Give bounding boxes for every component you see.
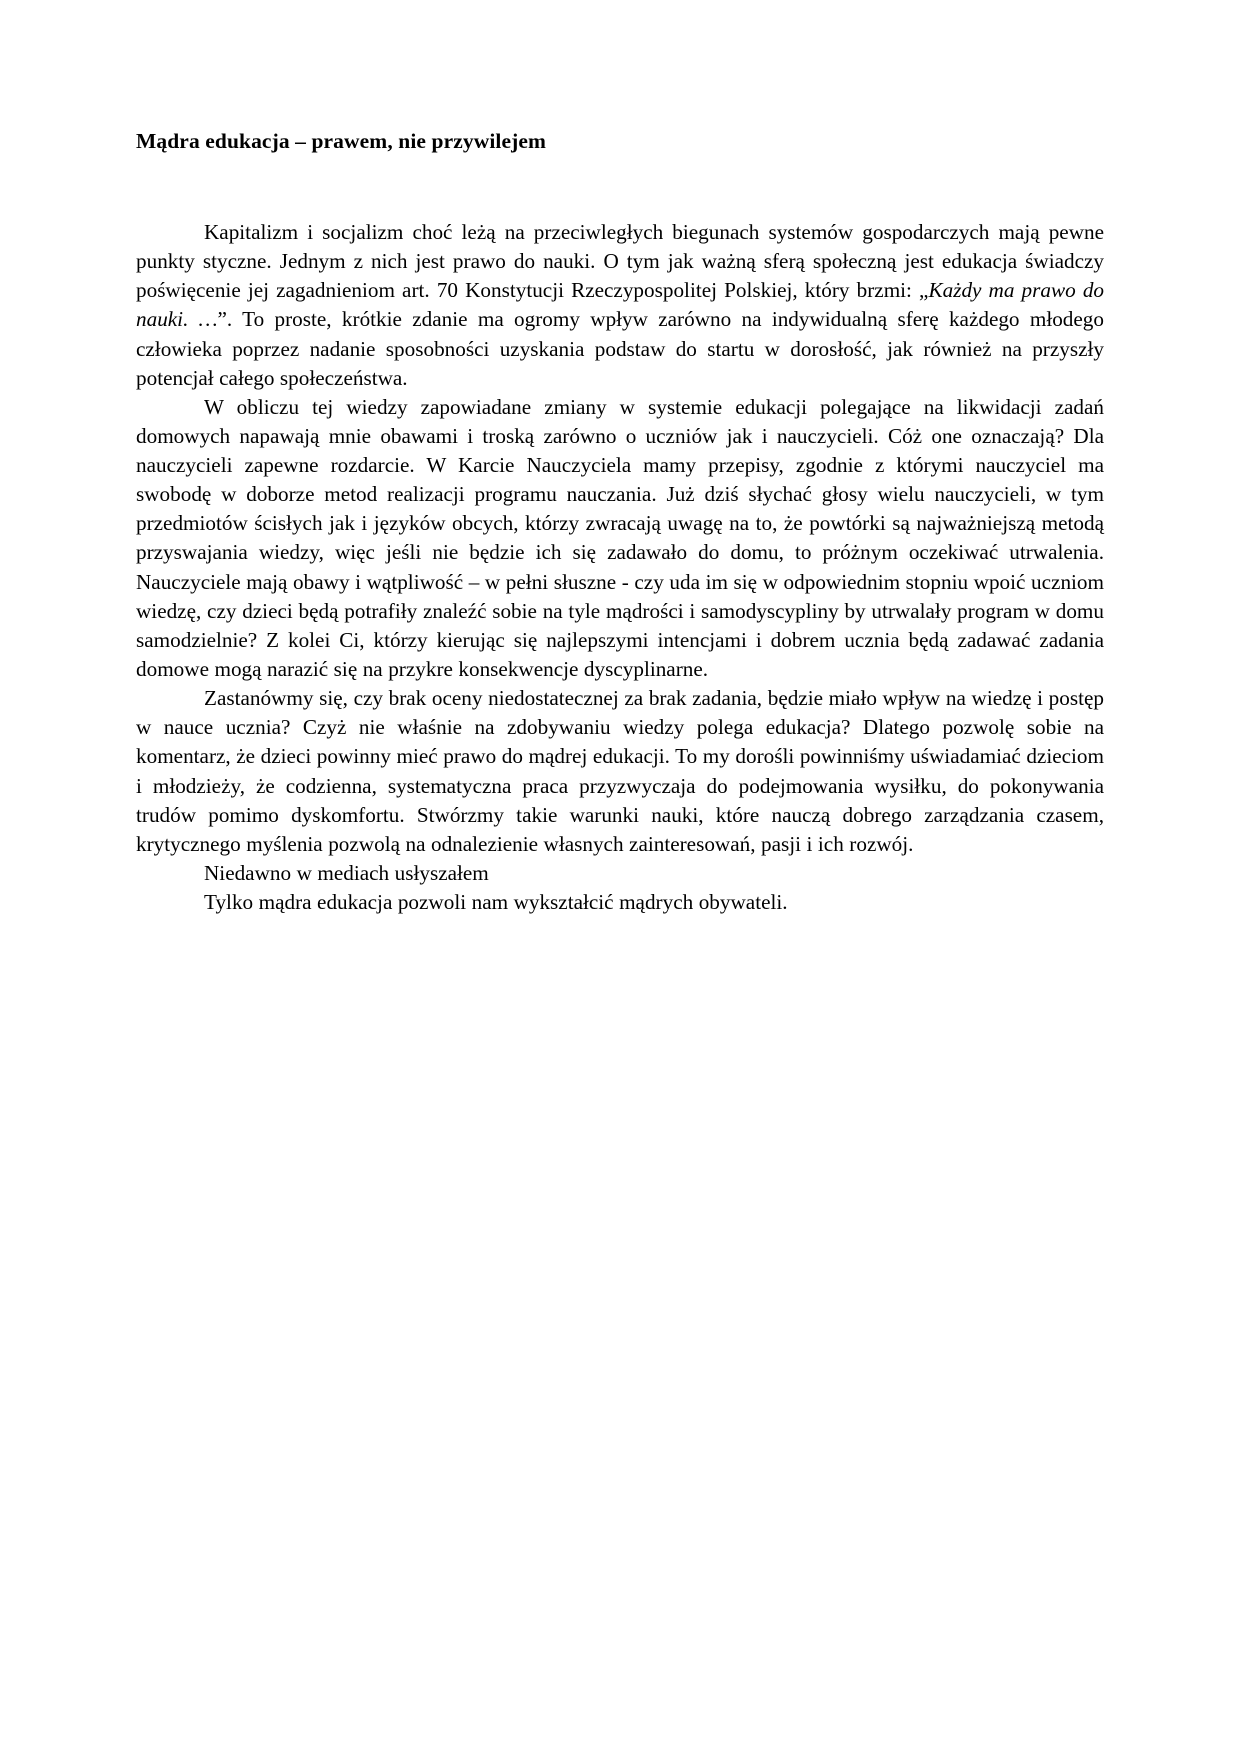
paragraph-text: W obliczu tej wiedzy zapowiadane zmiany w systemie edukacji polegające na likwidacji zadań domowych napawają mnie obawami i troską zarówno o uczniów jak i nauczycieli. Cóż one oznaczają? Dla nauczycieli zapewne rozdarcie. W Karcie Nauczyciela mamy przepisy, zgodnie z którymi nauczyciel ma swobodę w doborze metod realizacji programu nauczania. Już dziś słychać głosy wielu nauczycieli, w tym przedmiotów ścisłych jak i języków obcych, którzy zwracają uwagę na to, że powtórki są najważniejszą metodą przyswajania wiedzy, więc jeśli nie będzie ich się zadawało do domu, to próżnym oczekiwać utrwalenia. Nauczyciele mają obawy i wątpliwość – w pełni słuszne - czy uda im się w odpowiednim stopniu wpoić uczniom wiedzę, czy dzieci będą potrafiły znaleźć sobie na tyle mądrości i samodyscypliny by utrwalały program w domu samodzielnie? Z kolei Ci, którzy kierując się najlepszymi intencjami i dobrem ucznia będą zadawać zadania domowe mogą narazić się na przykre konsekwencje dyscyplinarne.	[136, 394, 1104, 682]
paragraph-text: ”. To proste, krótkie zdanie ma ogromy wpływ zarówno na indywidualną sferę każdego młodego człowieka poprzez nadanie sposobności uzyskania podstaw do startu w dorosłość, jak również na przyszły potencjał całego społeczeństwa.	[136, 307, 1104, 390]
page-title: Mądra edukacja – prawem, nie przywilejem	[136, 129, 547, 153]
paragraph	[136, 888, 1104, 917]
paragraph	[136, 859, 1104, 888]
paragraph	[136, 393, 1104, 684]
paragraph	[136, 218, 1104, 393]
document-body	[136, 218, 1104, 917]
paragraph-text: Niedawno w mediach usłyszałem	[204, 861, 489, 886]
paragraph-text: Zastanówmy się, czy brak oceny niedostatecznej za brak zadania, będzie miało wpływ na wiedzę i postęp w nauce ucznia? Czyż nie właśnie na zdobywaniu wiedzy polega edukacja? Dlatego pozwolę sobie na komentarz, że dzieci powinny mieć prawo do mądrej edukacji. To my dorośli powinniśmy uświadamiać dzieciom i młodzieży, że codzienna, systematyczna praca przyzwyczaja do podejmowania wysiłku, do pokonywania trudów pomimo dyskomfortu. Stwórzmy takie warunki nauki, które nauczą dobrego zarządzania czasem, krytycznego myślenia pozwolą na odnalezienie własnych zainteresowań, pasji i ich rozwój.	[136, 686, 1104, 856]
paragraph-text: Tylko mądra edukacja pozwoli nam wykształcić mądrych obywateli.	[204, 890, 788, 915]
quoted-constitution-text: Każdy ma prawo do nauki. …	[136, 278, 1105, 332]
paragraph-text: Kapitalizm i socjalizm choć leżą na przeciwległych biegunach systemów gospodarczych mają pewne punkty styczne. Jednym z nich jest prawo do nauki. O tym jak ważną sferą społeczną jest edukacja świadczy poświęcenie jej zagadnieniom art. 70 Konstytucji Rzeczypospolitej Polskiej, który brzmi: „	[136, 219, 1104, 303]
paragraph	[136, 684, 1104, 859]
